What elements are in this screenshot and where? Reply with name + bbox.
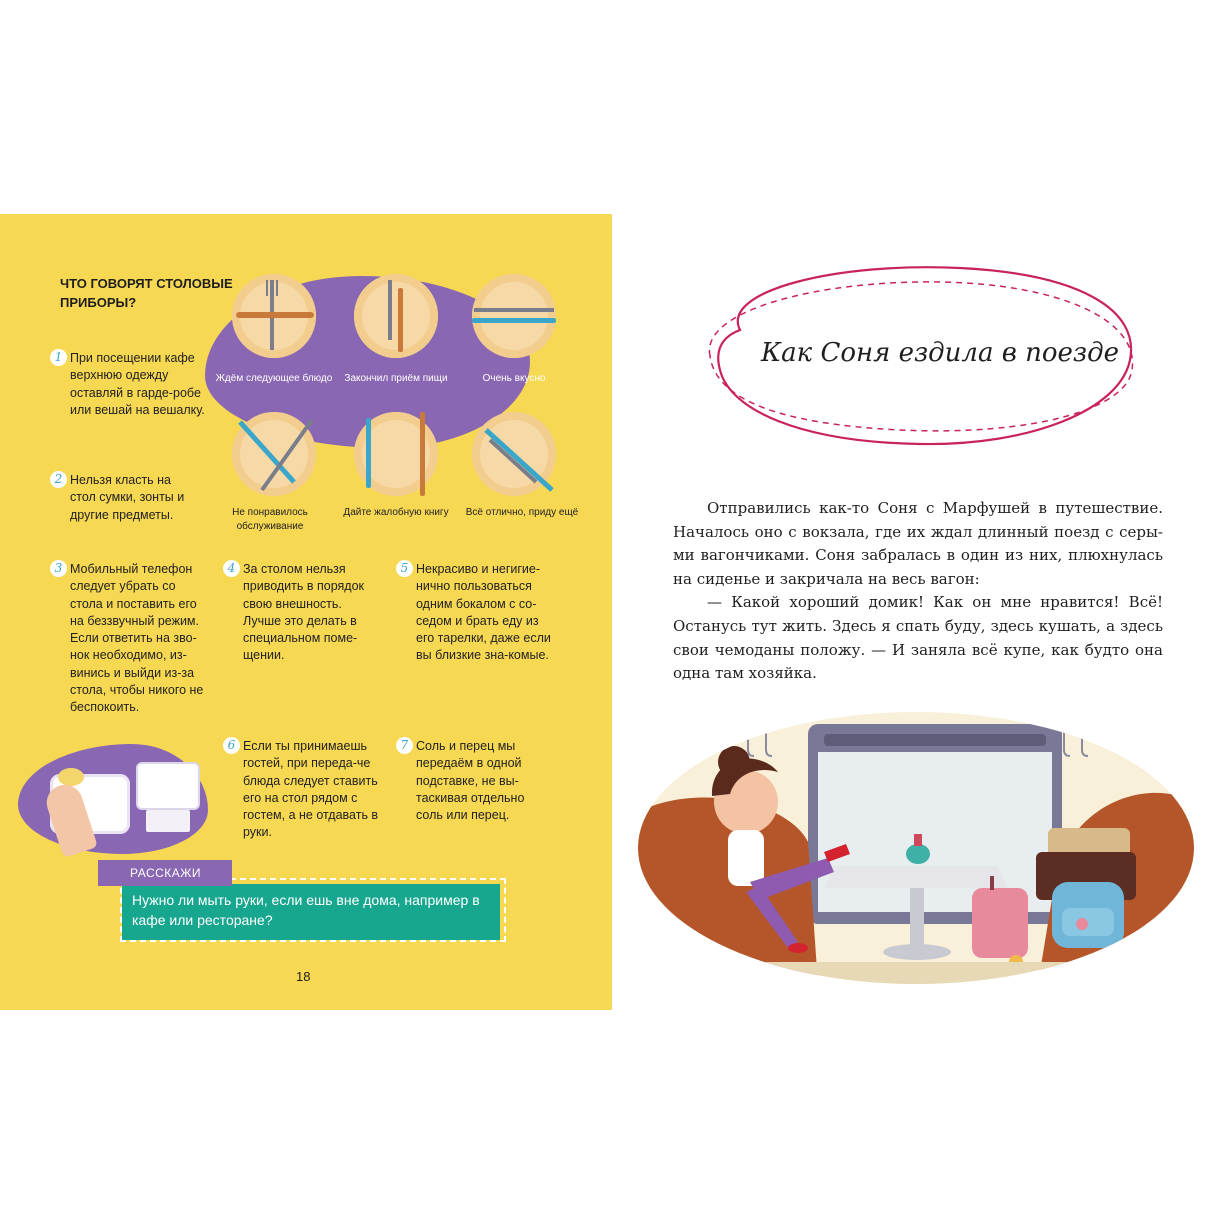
rule-6 bbox=[227, 738, 379, 842]
rule-number: 7 bbox=[396, 737, 413, 754]
cutlery-caption: Дайте жалобную книгу bbox=[343, 507, 449, 518]
rule-3 bbox=[54, 561, 206, 717]
rule-7 bbox=[400, 738, 554, 824]
rule-5 bbox=[400, 561, 554, 665]
cutlery-caption: Очень вкусно bbox=[482, 373, 546, 384]
left-page bbox=[0, 214, 612, 1010]
rule-text: Мобильный телефон следует убрать со стола и поставить его на беззвучный режим. Если ответить на зво-нок необходимо, из-винись и выйди из-за стола, чтобы никого не беспокоить. bbox=[70, 562, 204, 715]
plate-diagonal-cutlery-icon bbox=[472, 412, 556, 496]
question-box: Нужно ли мыть руки, если ешь вне дома, например в кафе или ресторане? bbox=[122, 884, 500, 940]
rule-4 bbox=[227, 561, 379, 665]
rule-text: За столом нельзя приводить в порядок свою внешность. Лучше это делать в специальном поме-щении. bbox=[243, 562, 364, 663]
rule-number: 2 bbox=[50, 471, 67, 488]
plate-fork-knife-crossed-icon bbox=[232, 274, 316, 358]
page-number: 18 bbox=[296, 969, 311, 984]
story-paragraph: Отправились как-то Соня с Марфушей в путешествие. Началось оно с вокзала, где их ждал длинный поезд с серы-ми вагончиками. Соня забралась в один из них, плюхнулась на сиденье и закричала на весь вагон: bbox=[673, 499, 1163, 588]
rule-text: Если ты принимаешь гостей, при переда-че блюда следует ставить его на стол рядом с гостем, а не отдавать в руки. bbox=[243, 739, 379, 840]
section-title: ЧТО ГОВОРЯТ СТОЛОВЫЕ ПРИБОРЫ? bbox=[60, 276, 233, 310]
plate-fork-knife-upright-icon bbox=[354, 412, 438, 496]
rule-number: 5 bbox=[396, 560, 413, 577]
plate-crossed-diagonal-icon bbox=[232, 412, 316, 496]
hand-dryer-icon bbox=[136, 762, 200, 810]
rule-2 bbox=[54, 472, 200, 524]
rule-number: 6 bbox=[223, 737, 240, 754]
rule-number: 1 bbox=[50, 349, 67, 366]
plate-parallel-cutlery-icon bbox=[354, 274, 438, 358]
rule-text: Соль и перец мы передаём в одной подставке, не вы-таскивая отдельно соль или перец. bbox=[416, 739, 525, 823]
train-compartment-illustration bbox=[638, 712, 1194, 984]
rule-number: 3 bbox=[50, 560, 67, 577]
rule-text: При посещении кафе верхнюю одежду оставляй в гарде-робе или вешай на вешалку. bbox=[70, 351, 205, 417]
rule-number: 4 bbox=[223, 560, 240, 577]
paper-towel-icon bbox=[146, 810, 190, 832]
cutlery-caption: Не понравилось обслуживание bbox=[232, 507, 308, 532]
cutlery-caption: Всё отлично, приду ещё bbox=[465, 507, 579, 518]
rule-1 bbox=[54, 350, 210, 419]
story-title: Как Соня ездила в поезде bbox=[761, 338, 1119, 368]
story-paragraph: — Какой хороший домик! Как он мне нравится! Всё! Останусь тут жить. Здесь я спать буду, здесь кушать, а здесь свои чемоданы положу. — И заняла всё купе, как будто она одна там хозяйка. bbox=[673, 593, 1163, 683]
soap-icon bbox=[58, 768, 84, 786]
rule-text: Нельзя класть на стол сумки, зонты и другие предметы. bbox=[70, 473, 185, 522]
plate-horizontal-cutlery-icon bbox=[472, 274, 556, 358]
cutlery-caption: Закончил приём пищи bbox=[344, 373, 448, 384]
rule-text: Некрасиво и негигие-нично пользоваться одним бокалом с со-седом и брать еду из его тарелки, даже если вы близкие зна-комые. bbox=[416, 562, 551, 663]
cutlery-caption: Ждём следующее блюдо bbox=[215, 373, 333, 384]
story-text bbox=[673, 497, 1163, 686]
tell-label: РАССКАЖИ bbox=[98, 860, 232, 886]
